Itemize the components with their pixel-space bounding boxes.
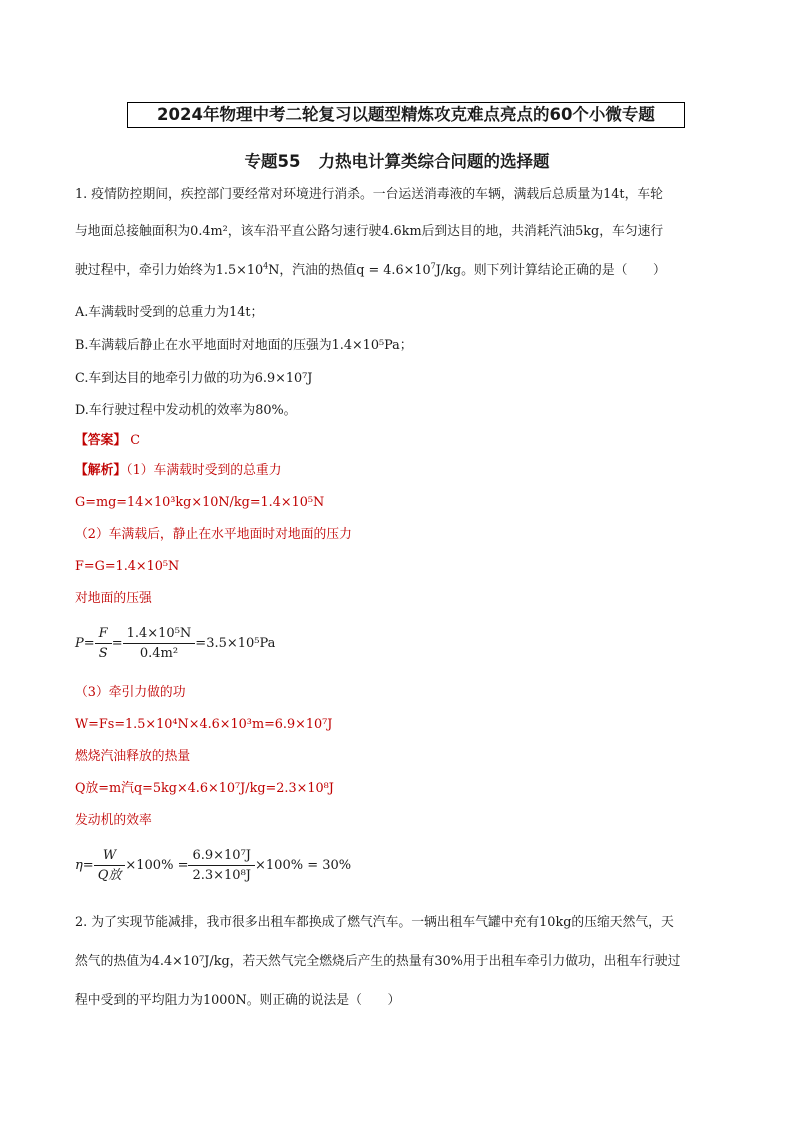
q2-line-2: 然气的热值为4.4×10⁷J/kg，若天然气完全燃烧后产生的热量有30%用于出租车牵引力做功，出租车行驶过 [75,954,681,969]
answer-line [75,432,140,450]
s3-heat-formula: Q放=m汽q=5kg×4.6×10⁷J/kg=2.3×10⁸J [75,781,334,796]
q2-line-3: 程中受到的平均阻力为1000N。则正确的说法是（ ） [75,993,401,1008]
topic-title [0,148,794,172]
s2-formula: F=G=1.4×10⁵N [75,559,180,574]
s1-formula: G=mg=14×10³kg×10N/kg=1.4×10⁵N [75,495,325,510]
q1-option-d: D.车行驶过程中发动机的效率为80%。 [75,403,297,418]
answer-label: 【答案】 [75,433,127,448]
analysis-label: 【解析】 [75,463,127,478]
topic-number: 专题55 [244,152,301,171]
topic-name: 力热电计算类综合问题的选择题 [318,152,550,171]
pressure-equation: P= $\frac{F}{S}$ = $\frac{\text{1.4×10⁵N}}{\text{0.4m²}}$ =3.5×10⁵Pa [75,626,276,661]
analysis-line: 【解析】（1）车满载时受到的总重力 [75,463,282,478]
s2-pressure-label: 对地面的压强 [75,591,152,606]
answer-value: C [130,433,141,448]
s3-efficiency-title: 发动机的效率 [75,813,152,828]
s2-title: （2）车满载后，静止在水平地面时对地面的压力 [75,527,352,542]
q1-line-1: 1. 疫情防控期间，疾控部门要经常对环境进行消杀。一台运送消毒液的车辆，满载后总质量为14t，车轮 [75,187,663,202]
s3-title: （3）牵引力做的功 [75,685,186,700]
efficiency-equation: η= $\frac{W}{\text{Q放}}$ ×100% = $\frac{\text{6.9×10⁷J}}{\text{2.3×10⁸J}}$ ×100% = 30% [75,848,352,883]
q1-option-b: B.车满载后静止在水平地面时对地面的压强为1.4×10⁵Pa； [75,338,413,353]
s3-formula: W=Fs=1.5×10⁴N×4.6×10³m=6.9×10⁷J [75,717,333,732]
q1-line-3: 驶过程中，牵引力始终为$1.5\times 10^4N$，汽油的热值$q = 4.6\times 10^7J/kg$。则下列计算结论正确的是（ ） [75,261,666,278]
q1-line-2: 与地面总接触面积为0.4m²，该车沿平直公路匀速行驶4.6km后到达目的地，共消耗汽油5kg，车匀速行 [75,224,664,239]
q1-option-c: C.车到达目的地牵引力做的功为6.9×10⁷J [75,371,313,386]
q1-option-a: A.车满载时受到的总重力为14t； [75,305,264,320]
s3-heat-title: 燃烧汽油释放的热量 [75,749,191,764]
q2-line-1: 2. 为了实现节能减排，我市很多出租车都换成了燃气汽车。一辆出租车气罐中充有10kg的压缩天然气，天 [75,915,674,930]
series-title: 2024年物理中考二轮复习以题型精炼攻克难点亮点的60个小微专题 [127,102,685,128]
